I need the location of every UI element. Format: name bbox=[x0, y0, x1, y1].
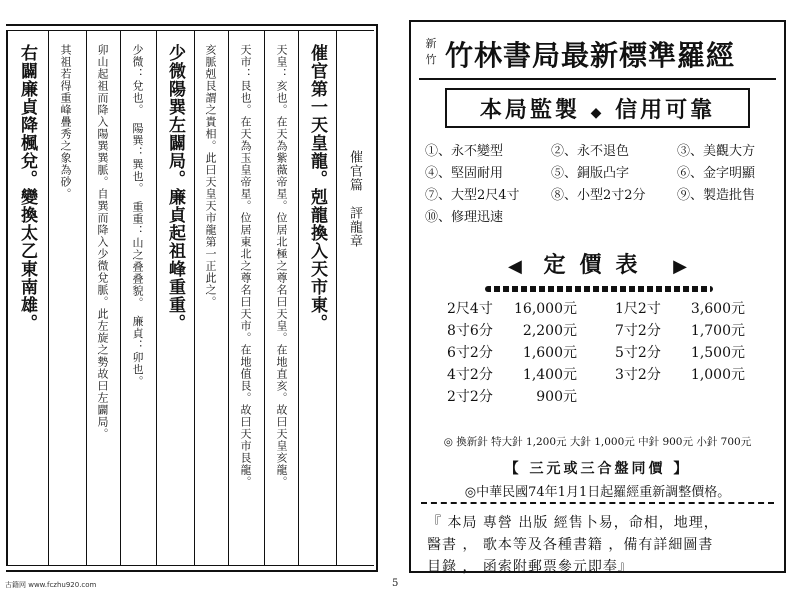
price-row bbox=[615, 364, 745, 384]
feature-list bbox=[425, 140, 777, 228]
price-value: 900元 bbox=[536, 389, 577, 405]
column-divider bbox=[86, 30, 87, 566]
price-size: 1尺2寸 bbox=[615, 301, 661, 317]
left-page bbox=[0, 0, 392, 596]
watermark: 古籍网 www.fczhu920.com bbox=[5, 581, 97, 589]
feature-item: ⑧、小型2寸2分 bbox=[551, 188, 646, 203]
price-size: 7寸2分 bbox=[615, 323, 661, 339]
verse-column: 催官第一天皇龍。剋龍換入天市東。 bbox=[307, 44, 327, 332]
price-value: 2,200元 bbox=[522, 323, 577, 339]
column-divider bbox=[298, 30, 299, 566]
feature-item: ⑦、大型2尺4寸 bbox=[425, 188, 520, 203]
feature-item: ⑥、金字明顯 bbox=[677, 166, 756, 181]
column-divider bbox=[264, 30, 265, 566]
info-line: 『 本局 專營 出版 經售卜易，命相，地理， bbox=[427, 515, 719, 531]
commentary-column: 天皇：亥也。在天為紫薇帝星。位居北極之尊名曰天皇。在地直亥。故曰天皇亥龍。 bbox=[275, 44, 288, 488]
price-size: 3寸2分 bbox=[615, 367, 661, 383]
commentary-column: 其祖若得重峰疊秀之象為砂。 bbox=[59, 44, 72, 200]
column-divider bbox=[336, 30, 337, 566]
column-divider bbox=[120, 30, 121, 566]
price-row bbox=[447, 320, 577, 340]
price-row bbox=[447, 342, 577, 362]
price-size: 6寸2分 bbox=[447, 345, 493, 361]
commentary-column: 少微：兌也。 陽巽：巽也。 重重：山之叠叠貌。 廉貞：卯也。 bbox=[131, 44, 144, 388]
price-row bbox=[447, 298, 577, 318]
column-divider bbox=[194, 30, 195, 566]
column-divider bbox=[228, 30, 229, 566]
feature-row bbox=[425, 206, 777, 228]
price-size: 2寸2分 bbox=[447, 389, 493, 405]
feature-row bbox=[425, 162, 777, 184]
ad-header bbox=[419, 30, 776, 80]
verse-column: 少微陽巽左闢局。廉貞起祖峰重重。 bbox=[165, 44, 185, 332]
price-value: 16,000元 bbox=[514, 301, 577, 317]
commentary-column: 天市：艮也。在天為玉皇帝星。位居東北之尊名曰天市。在地值艮。故曰天市艮龍。 bbox=[239, 44, 252, 488]
commentary-column: 亥脈剋艮謂之貴相。此曰天皇天市龍第一正此之。 bbox=[204, 44, 217, 308]
advertisement-panel bbox=[409, 20, 786, 573]
feature-row bbox=[425, 184, 777, 206]
price-value: 3,600元 bbox=[690, 301, 745, 317]
price-value: 1,400元 bbox=[522, 367, 577, 383]
price-value: 1,500元 bbox=[690, 345, 745, 361]
feature-item: ④、堅固耐用 bbox=[425, 166, 504, 181]
price-table-title: 定價表 bbox=[543, 252, 652, 278]
slogan bbox=[447, 93, 748, 124]
feature-item: ③、美觀大方 bbox=[677, 144, 756, 159]
price-row bbox=[615, 298, 745, 318]
info-line: 醫書 ， 歌本等及各種書籍 ，備有詳細圖書 bbox=[427, 537, 714, 553]
page-number: 5 bbox=[392, 578, 399, 589]
price-size: 2尺4寸 bbox=[447, 301, 493, 317]
column-divider bbox=[48, 30, 49, 566]
feature-item: ⑤、銅版凸字 bbox=[551, 166, 630, 181]
feature-item: ⑩、修理迅速 bbox=[425, 210, 504, 225]
price-row bbox=[615, 342, 745, 362]
price-adjust-notice: ◎中華民國74年1月1日起羅經重新調整價格。 bbox=[464, 485, 731, 500]
feature-item: ②、永不退色 bbox=[551, 144, 630, 159]
slogan-right: 信用可靠 bbox=[615, 97, 716, 123]
diamond-icon: ◆ bbox=[590, 105, 605, 121]
verse-column: 右闢廉貞降楓兌。變換太乙東南雄。 bbox=[17, 44, 37, 332]
ad-title: 竹林書局最新標準羅經 bbox=[445, 39, 736, 72]
price-value: 1,600元 bbox=[522, 345, 577, 361]
right-triangle-icon: ▶ bbox=[673, 256, 688, 277]
dashed-divider bbox=[421, 502, 774, 504]
price-row bbox=[615, 320, 745, 340]
info-line: 目錄 ， 函索附郵票參元即奉』 bbox=[427, 559, 633, 575]
price-size: 8寸6分 bbox=[447, 323, 493, 339]
column-divider bbox=[6, 30, 8, 566]
price-size: 4寸2分 bbox=[447, 367, 493, 383]
left-triangle-icon: ◀ bbox=[507, 256, 522, 277]
price-row bbox=[447, 386, 577, 406]
slogan-left: 本局監製 bbox=[479, 97, 580, 123]
decorative-chain-divider bbox=[485, 286, 713, 292]
needle-prices: ◎ 換新針 特大針 1,200元 大針 1,000元 中針 900元 小針 700元 bbox=[443, 436, 752, 448]
combo-price-note: 【 三元或三合盤同價 】 bbox=[504, 461, 691, 477]
feature-item: ①、永不變型 bbox=[425, 144, 504, 159]
price-table-heading bbox=[411, 248, 784, 279]
column-divider bbox=[156, 30, 157, 566]
price-value: 1,700元 bbox=[690, 323, 745, 339]
price-value: 1,000元 bbox=[690, 367, 745, 383]
feature-row bbox=[425, 140, 777, 162]
slogan-box bbox=[445, 88, 750, 128]
feature-item: ⑨、製造批售 bbox=[677, 188, 756, 203]
chapter-title: 催官篇 評龍章 bbox=[347, 150, 362, 248]
price-size: 5寸2分 bbox=[615, 345, 661, 361]
ad-prefix: 新竹 bbox=[425, 37, 437, 66]
commentary-column: 卯山起祖而降入陽巽巽脈。自巽而降入少微兌脈。此左旋之勢故曰左闢局。 bbox=[96, 44, 109, 440]
price-row bbox=[447, 364, 577, 384]
business-info bbox=[427, 512, 771, 578]
